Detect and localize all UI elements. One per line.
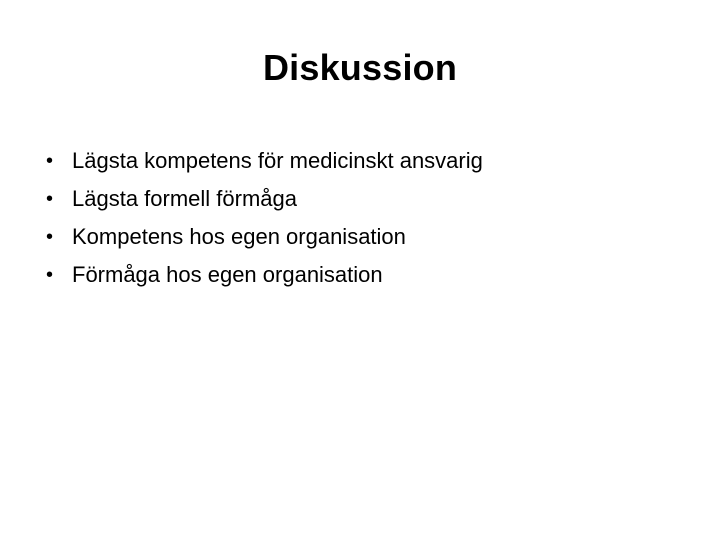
bullet-text: Lägsta kompetens för medicinskt ansvarig [72,148,483,173]
bullet-item [46,222,686,260]
bullet-icon: • [46,226,54,248]
bullet-icon: • [46,188,54,210]
slide-title: Diskussion [262,47,458,88]
bullet-item [46,146,686,184]
bullet-text: Förmåga hos egen organisation [72,262,383,287]
bullet-item [46,184,686,222]
bullet-list [46,146,686,298]
bullet-item [46,260,686,298]
bullet-text: Kompetens hos egen organisation [72,224,406,249]
bullet-icon: • [46,264,54,286]
bullet-icon: • [46,150,54,172]
bullet-text: Lägsta formell förmåga [72,186,297,211]
